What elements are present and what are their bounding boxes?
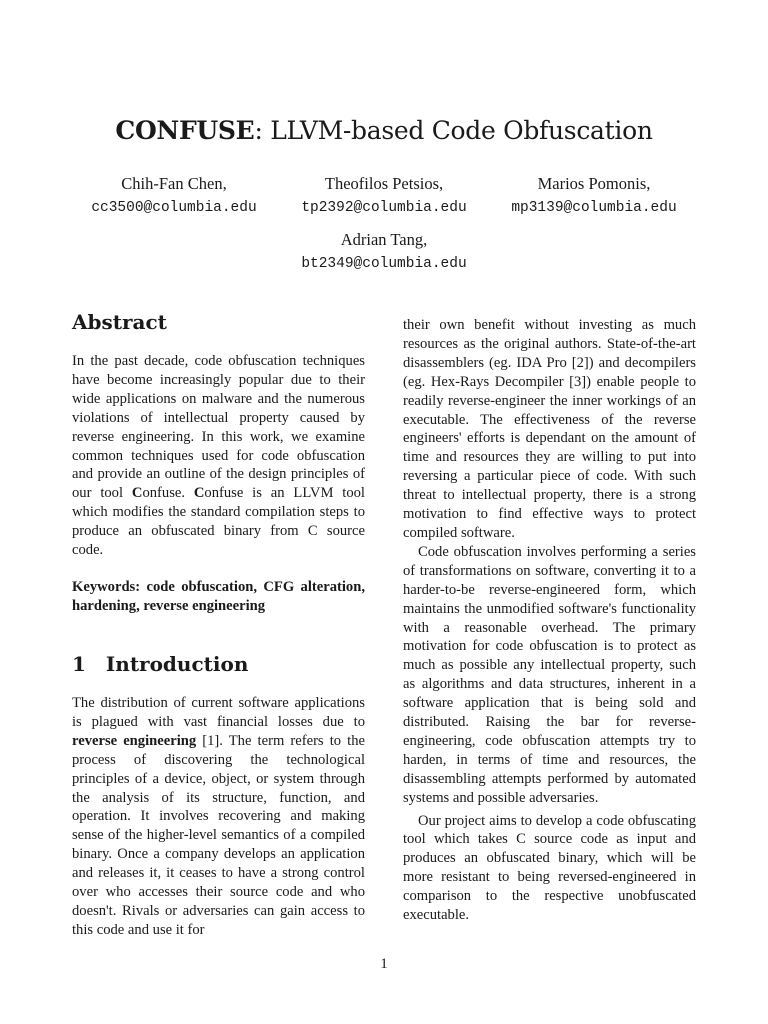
abstract-body — [72, 352, 365, 616]
keywords: Keywords: code obfuscation, CFG alteration, hardening, reverse engineering — [72, 578, 365, 614]
paper-title — [0, 116, 768, 145]
author-email: bt2349@columbia.edu — [301, 256, 467, 272]
right-paragraph-3: Our project aims to develop a code obfuscating tool which takes C source code as input and produces an obfuscated binary, which will be more resistant to being reversed-engineered in comparison to the respective unobfuscated executable. — [403, 812, 696, 924]
author-2 — [264, 172, 504, 220]
author-name: Marios Pomonis, — [537, 174, 651, 193]
intro-text-1: The distribution of current software applications is plagued with vast financial losses due to — [72, 695, 365, 730]
author-3 — [474, 172, 714, 220]
author-email: cc3500@columbia.edu — [91, 200, 257, 216]
page-number: 1 — [380, 956, 388, 972]
author-4 — [264, 228, 504, 276]
intro-text-2: [1]. The term refers to the process of discovering the technological principles of a device, object, or system through the analysis of its structure, function, and operation. It involves recovering and making sense of the higher-level semantics of a compiled binary. Once a company develops an application and releases it, it ceases to have a strong control over who accesses their source code and who doesn't. Rivals or adversaries can gain access to this code and use it for — [72, 732, 365, 938]
author-1 — [54, 172, 294, 220]
right-paragraph-1: their own benefit without investing as much resources as the original authors. State-of-the-art disassemblers (eg. IDA Pro [2]) and decompilers (eg. Hex-Rays Decompiler [3]) enable people to readily reverse-engineer the inner workings of an executable. The effectiveness of the reverse engineers' efforts is dependant on the amount of time and resources they are willing to put into reversing a particular piece of code. With such threat to intellectual property, there is a strong motivation to find effective ways to protect compiled software. — [403, 317, 696, 541]
section-title: Introduction — [105, 652, 249, 676]
title-rest: : LLVM-based Code Obfuscation — [254, 116, 653, 145]
title-bold: CONFUSE — [115, 116, 255, 145]
abstract-text-2: onfuse. — [142, 485, 194, 502]
intro-bold-term: reverse engineering — [72, 732, 197, 749]
author-email: tp2392@columbia.edu — [301, 200, 467, 216]
author-name: Theofilos Petsios, — [324, 174, 444, 193]
abstract-text — [72, 352, 365, 560]
confuse-initial: C — [193, 485, 205, 502]
confuse-initial: C — [131, 485, 143, 502]
author-email: mp3139@columbia.edu — [511, 200, 677, 216]
abstract-heading: Abstract — [72, 310, 167, 334]
section-number: 1 — [72, 652, 86, 676]
author-name: Adrian Tang, — [340, 230, 428, 249]
abstract-text-1: In the past decade, code obfuscation techniques have become increasingly popular due to their wide applications on malware and the numerous violations of intellectual property caused by reverse engineering. In this work, we examine common techniques used for code obfuscation and provide an outline of the design principles of our tool — [72, 353, 365, 502]
intro-heading — [72, 652, 248, 676]
author-name: Chih-Fan Chen, — [121, 174, 227, 193]
right-paragraph-2: Code obfuscation involves performing a series of transformations on software, converting it to a harder-to-be reverse-engineered form, which maintains the unmodified software's functionality with a reasonable overhead. The primary motivation for code obfuscation is to protect as much as possible any intellectual property, such as algorithms and data structures, inherent in a software application that is being sold and distributed. Raising the bar for reverse-engineering, code obfuscation attempts try to harden, in terms of time and resources, the disassembling attempts performed by automated systems and possible adversaries. — [403, 543, 696, 806]
intro-body — [72, 694, 365, 940]
intro-text — [72, 694, 365, 940]
right-column — [403, 316, 696, 925]
abstract-text-3: onfuse is an LLVM tool which modifies the standard compilation steps to produce an obfuscated binary from C source code. — [72, 485, 365, 559]
